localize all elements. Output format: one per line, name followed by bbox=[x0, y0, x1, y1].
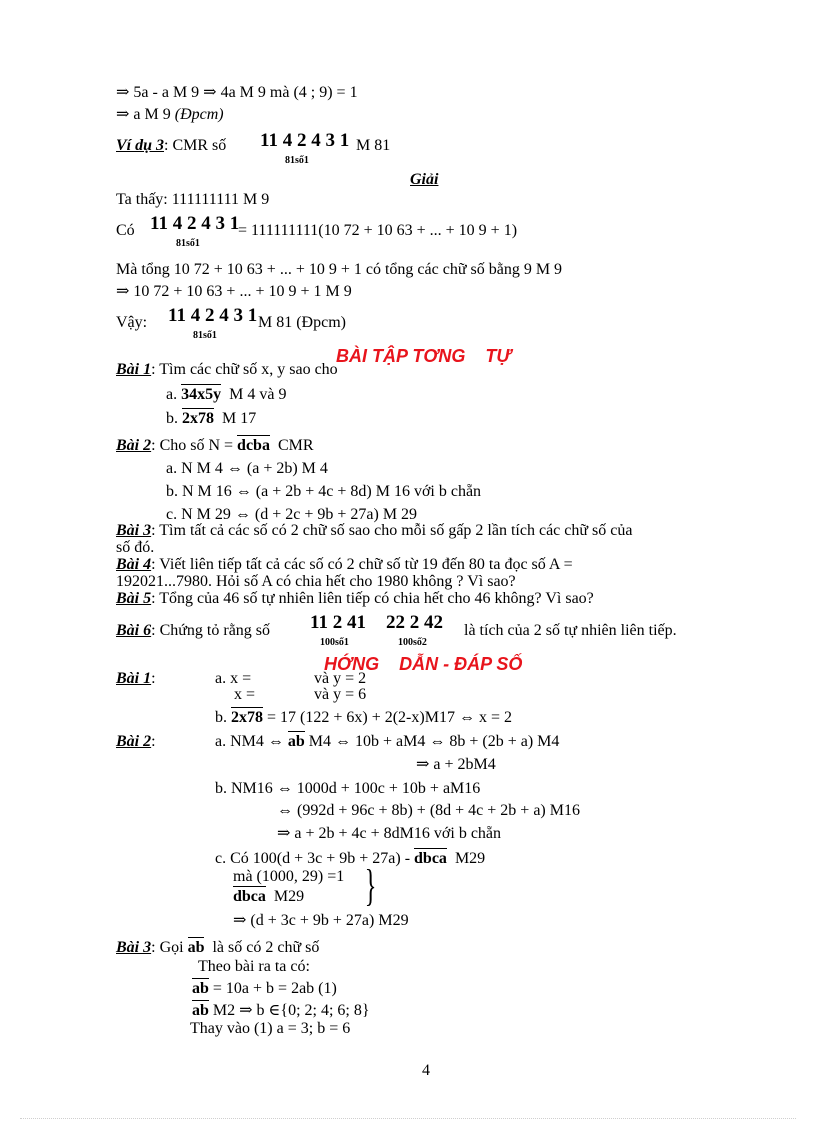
conclusion-tail: M 81 (Đpcm) bbox=[258, 314, 346, 331]
page-number: 4 bbox=[422, 1062, 430, 1079]
exercise-4-label: Bài 4 bbox=[116, 556, 152, 573]
answer-2c bbox=[215, 850, 485, 868]
answer-1-label-row bbox=[116, 670, 156, 688]
answer-3-tail: là số có 2 chữ số bbox=[212, 939, 320, 956]
proof-line-1: ⇒ 5a - a M 9 ⇒ 4a M 9 mà (4 ; 9) = 1 bbox=[116, 84, 358, 101]
answer-1b-tail: = 17 (122 + 6x) + 2(2-x)M17 ⇔ x = 2 bbox=[267, 709, 512, 726]
sum-line: Mà tổng 10 72 + 10 63 + ... + 10 9 + 1 có tổng các chữ số bằng 9 M 9 bbox=[116, 261, 563, 278]
answer-1a-x2: x = bbox=[234, 686, 256, 703]
right-brace: } bbox=[364, 861, 377, 910]
answer-2c-line2: mà (1000, 29) =1 bbox=[233, 868, 345, 885]
answer-2c-line3-tail: M29 bbox=[273, 888, 305, 905]
example-3-text: : CMR số bbox=[164, 137, 227, 154]
exercise-2-tail: CMR bbox=[277, 437, 314, 454]
answer-2-label: Bài 2 bbox=[116, 733, 152, 750]
exercise-2-number: dcba bbox=[237, 437, 270, 454]
answer-1b-letter: b. bbox=[215, 709, 227, 726]
answer-2b: b. NM16 ⇔ 1000d + 100c + 10b + aM16 bbox=[215, 780, 481, 797]
answer-2c-line3-number: dbca bbox=[233, 888, 266, 905]
answer-3-ab: ab bbox=[187, 939, 205, 956]
number-twos-100-subscript: 100số2 bbox=[398, 637, 427, 648]
repunit-number-3: 11 4 2 4 3 1 bbox=[168, 305, 258, 326]
answer-2a-start: a. NM4 ⇔ bbox=[215, 733, 284, 750]
example-3-tail: M 81 bbox=[356, 137, 391, 154]
answer-2a-tail: M4 ⇔ 10b + aM4 ⇔ 8b + (2b + a) M4 bbox=[308, 733, 560, 750]
answer-2c-line4: ⇒ (d + 3c + 9b + 27a) M29 bbox=[233, 912, 409, 929]
answer-1a-y: và y = 2 bbox=[314, 670, 367, 687]
exercise-1b bbox=[166, 410, 256, 428]
answer-3-label: Bài 3 bbox=[116, 939, 152, 956]
page-bottom-divider bbox=[20, 1118, 796, 1119]
co-label: Có bbox=[116, 222, 135, 239]
exercise-4-text: : Viết liên tiếp tất cả các số có 2 chữ số từ 19 đến 80 ta đọc số A = bbox=[151, 556, 573, 573]
exercise-1 bbox=[116, 361, 338, 379]
exercise-3-cont: số đó. bbox=[116, 539, 155, 556]
conclusion-label: Vậy: bbox=[116, 314, 148, 331]
exercise-1b-tail: M 17 bbox=[222, 410, 257, 427]
exercise-2a: a. N M 4 ⇔ (a + 2b) M 4 bbox=[166, 460, 328, 477]
answer-2-label-row bbox=[116, 733, 156, 751]
answer-3-line5: Thay vào (1) a = 3; b = 6 bbox=[190, 1020, 351, 1037]
answer-3-line3-tail: = 10a + b = 2ab (1) bbox=[212, 980, 337, 997]
solution-heading: Giải bbox=[410, 171, 439, 188]
answer-2b-line2: ⇔ (992d + 96c + 8b) + (8d + 4c + 2b + a) M16 bbox=[277, 802, 580, 819]
answer-3 bbox=[116, 939, 319, 957]
exercise-6-label: Bài 6 bbox=[116, 622, 152, 639]
number-ones-100: 11 2 41 bbox=[310, 612, 366, 633]
exercise-1-text: : Tìm các chữ số x, y sao cho bbox=[151, 361, 338, 378]
number-twos-100: 22 2 42 bbox=[386, 612, 443, 633]
answer-1a-x: a. x = bbox=[215, 670, 252, 687]
repunit-subscript-3: 81số1 bbox=[193, 330, 217, 341]
section-heading-exercises: BÀI TẬP TƠNG TỰ bbox=[336, 346, 511, 366]
answer-3-line2: Theo bài ra ta có: bbox=[198, 958, 310, 975]
answer-2c-tail: M29 bbox=[454, 850, 486, 867]
answer-3-text: : Gọi bbox=[151, 939, 184, 956]
answer-3-line3-ab: ab bbox=[192, 980, 209, 997]
answer-2-colon: : bbox=[151, 733, 156, 750]
answer-1b bbox=[215, 709, 512, 727]
example-3-label: Ví dụ 3 bbox=[116, 137, 165, 154]
exercise-2-label: Bài 2 bbox=[116, 437, 152, 454]
exercise-3-text: : Tìm tất cả các số có 2 chữ số sao cho mỗi số gấp 2 lần tích các chữ số của bbox=[151, 522, 633, 539]
number-ones-100-subscript: 100số1 bbox=[320, 637, 349, 648]
answer-1-label: Bài 1 bbox=[116, 670, 152, 687]
answer-2a-ab: ab bbox=[287, 733, 305, 750]
answer-1a-y2: và y = 6 bbox=[314, 686, 367, 703]
exercise-2b: b. N M 16 ⇔ (a + 2b + 4c + 8d) M 16 với b chẵn bbox=[166, 483, 482, 500]
exercise-1b-letter: b. bbox=[166, 410, 178, 427]
exercise-1-label: Bài 1 bbox=[116, 361, 152, 378]
sum-divisible-line: ⇒ 10 72 + 10 63 + ... + 10 9 + 1 M 9 bbox=[116, 283, 352, 300]
observe-line: Ta thấy: 111111111 M 9 bbox=[116, 191, 270, 208]
exercise-3-label: Bài 3 bbox=[116, 522, 152, 539]
exercise-1a-number: 34x5y bbox=[181, 386, 222, 403]
exercise-1b-number: 2x78 bbox=[182, 410, 214, 427]
answer-1b-number: 2x78 bbox=[231, 709, 263, 726]
answer-2c-number: dbca bbox=[414, 850, 447, 867]
answer-2a-line2: ⇒ a + 2bM4 bbox=[416, 756, 496, 773]
answer-1-colon: : bbox=[151, 670, 156, 687]
exercise-2-text: : Cho số N = bbox=[151, 437, 234, 454]
answer-2c-line3 bbox=[233, 888, 304, 906]
answer-3-line4-ab: ab bbox=[192, 1002, 209, 1019]
exercise-6 bbox=[116, 622, 270, 640]
exercise-6-text: : Chứng tỏ rằng số bbox=[151, 622, 271, 639]
proof-qed: (Đpcm) bbox=[174, 106, 224, 123]
exercise-1a bbox=[166, 386, 286, 404]
exercise-1a-tail: M 4 và 9 bbox=[229, 386, 287, 403]
co-expansion: = 111111111(10 72 + 10 63 + ... + 10 9 + 1) bbox=[238, 222, 518, 239]
exercise-2c: c. N M 29 ⇔ (d + 2c + 9b + 27a) M 29 bbox=[166, 506, 418, 523]
section-heading-answers: HỚNG DẪN - ĐÁP SỐ bbox=[324, 654, 523, 674]
answer-3-line4 bbox=[192, 1002, 370, 1020]
answer-2c-start: c. Có 100(d + 3c + 9b + 27a) - bbox=[215, 850, 411, 867]
exercise-4 bbox=[116, 556, 573, 574]
answer-3-line3 bbox=[192, 980, 337, 998]
exercise-6-tail: là tích của 2 số tự nhiên liên tiếp. bbox=[464, 622, 677, 639]
repunit-subscript-2: 81số1 bbox=[176, 238, 200, 249]
example-3 bbox=[116, 137, 226, 155]
repunit-number-2: 11 4 2 4 3 1 bbox=[150, 213, 240, 234]
exercise-2 bbox=[116, 437, 314, 455]
exercise-3 bbox=[116, 522, 632, 540]
answer-2b-line3: ⇒ a + 2b + 4c + 8dM16 với b chẵn bbox=[277, 825, 502, 842]
repunit-subscript-1: 81số1 bbox=[285, 155, 309, 166]
exercise-5-label: Bài 5 bbox=[116, 590, 152, 607]
exercise-5-text: : Tổng của 46 số tự nhiên liên tiếp có chia hết cho 46 không? Vì sao? bbox=[151, 590, 594, 607]
exercise-4-cont: 192021...7980. Hỏi số A có chia hết cho 1980 không ? Vì sao? bbox=[116, 573, 516, 590]
answer-2a bbox=[215, 733, 559, 751]
answer-3-line4-tail: M2 ⇒ b ∈{0; 2; 4; 6; 8} bbox=[212, 1002, 370, 1019]
repunit-number-1: 11 4 2 4 3 1 bbox=[260, 130, 350, 151]
proof-line-2 bbox=[116, 106, 224, 124]
exercise-5 bbox=[116, 590, 594, 608]
proof-line-2-text: ⇒ a M 9 bbox=[116, 106, 175, 123]
exercise-1a-letter: a. bbox=[166, 386, 178, 403]
